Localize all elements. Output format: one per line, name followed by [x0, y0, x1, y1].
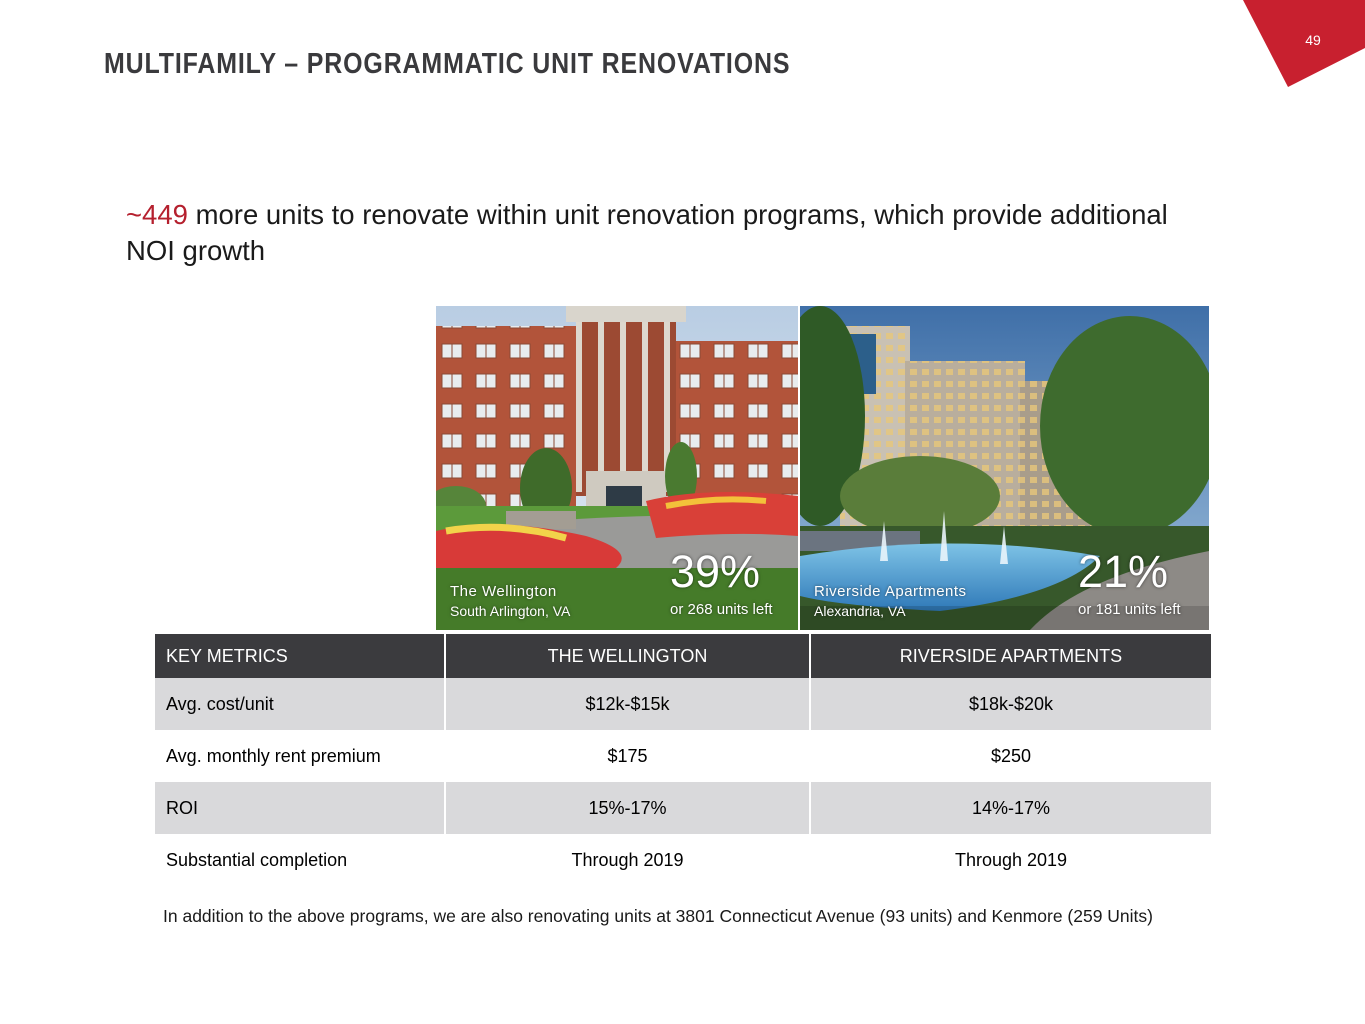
- riverside-value: Through 2019: [809, 834, 1211, 886]
- table-row: [155, 782, 1211, 834]
- headline-text: more units to renovate within unit renovation programs, which provide additional NOI growth: [126, 199, 1168, 266]
- header-wellington: THE WELLINGTON: [444, 634, 809, 678]
- metric-label: Avg. cost/unit: [155, 678, 444, 730]
- wellington-units-left: or 268 units left: [670, 601, 773, 618]
- metric-label: Substantial completion: [155, 834, 444, 886]
- wellington-name: The Wellington: [450, 583, 557, 600]
- riverside-value: 14%-17%: [809, 782, 1211, 834]
- footnote: In addition to the above programs, we are also renovating units at 3801 Connecticut Avenue (93 units) and Kenmore (259 Units): [163, 906, 1153, 926]
- header-riverside: RIVERSIDE APARTMENTS: [809, 634, 1211, 678]
- key-metrics-table: [155, 634, 1211, 886]
- headline: [126, 197, 1186, 269]
- wellington-value: Through 2019: [444, 834, 809, 886]
- wellington-value: $12k-$15k: [444, 678, 809, 730]
- wellington-value: 15%-17%: [444, 782, 809, 834]
- metric-label: ROI: [155, 782, 444, 834]
- wellington-location: South Arlington, VA: [450, 603, 571, 619]
- riverside-value: $18k-$20k: [809, 678, 1211, 730]
- table-header-row: [155, 634, 1211, 678]
- riverside-value: $250: [809, 730, 1211, 782]
- riverside-photo: [800, 306, 1209, 630]
- page-title: MULTIFAMILY – PROGRAMMATIC UNIT RENOVATIONS: [104, 48, 791, 80]
- table-row: [155, 730, 1211, 782]
- wellington-value: $175: [444, 730, 809, 782]
- table-row: [155, 834, 1211, 886]
- wellington-photo: [436, 306, 798, 630]
- riverside-location: Alexandria, VA: [814, 603, 906, 619]
- riverside-percent: 21%: [1078, 546, 1169, 597]
- header-key-metrics: KEY METRICS: [155, 634, 444, 678]
- riverside-name: Riverside Apartments: [814, 583, 967, 600]
- headline-highlight: ~449: [126, 199, 188, 230]
- table-row: [155, 678, 1211, 730]
- page-number: 49: [1305, 32, 1321, 48]
- metric-label: Avg. monthly rent premium: [155, 730, 444, 782]
- riverside-units-left: or 181 units left: [1078, 601, 1181, 618]
- wellington-percent: 39%: [670, 546, 761, 597]
